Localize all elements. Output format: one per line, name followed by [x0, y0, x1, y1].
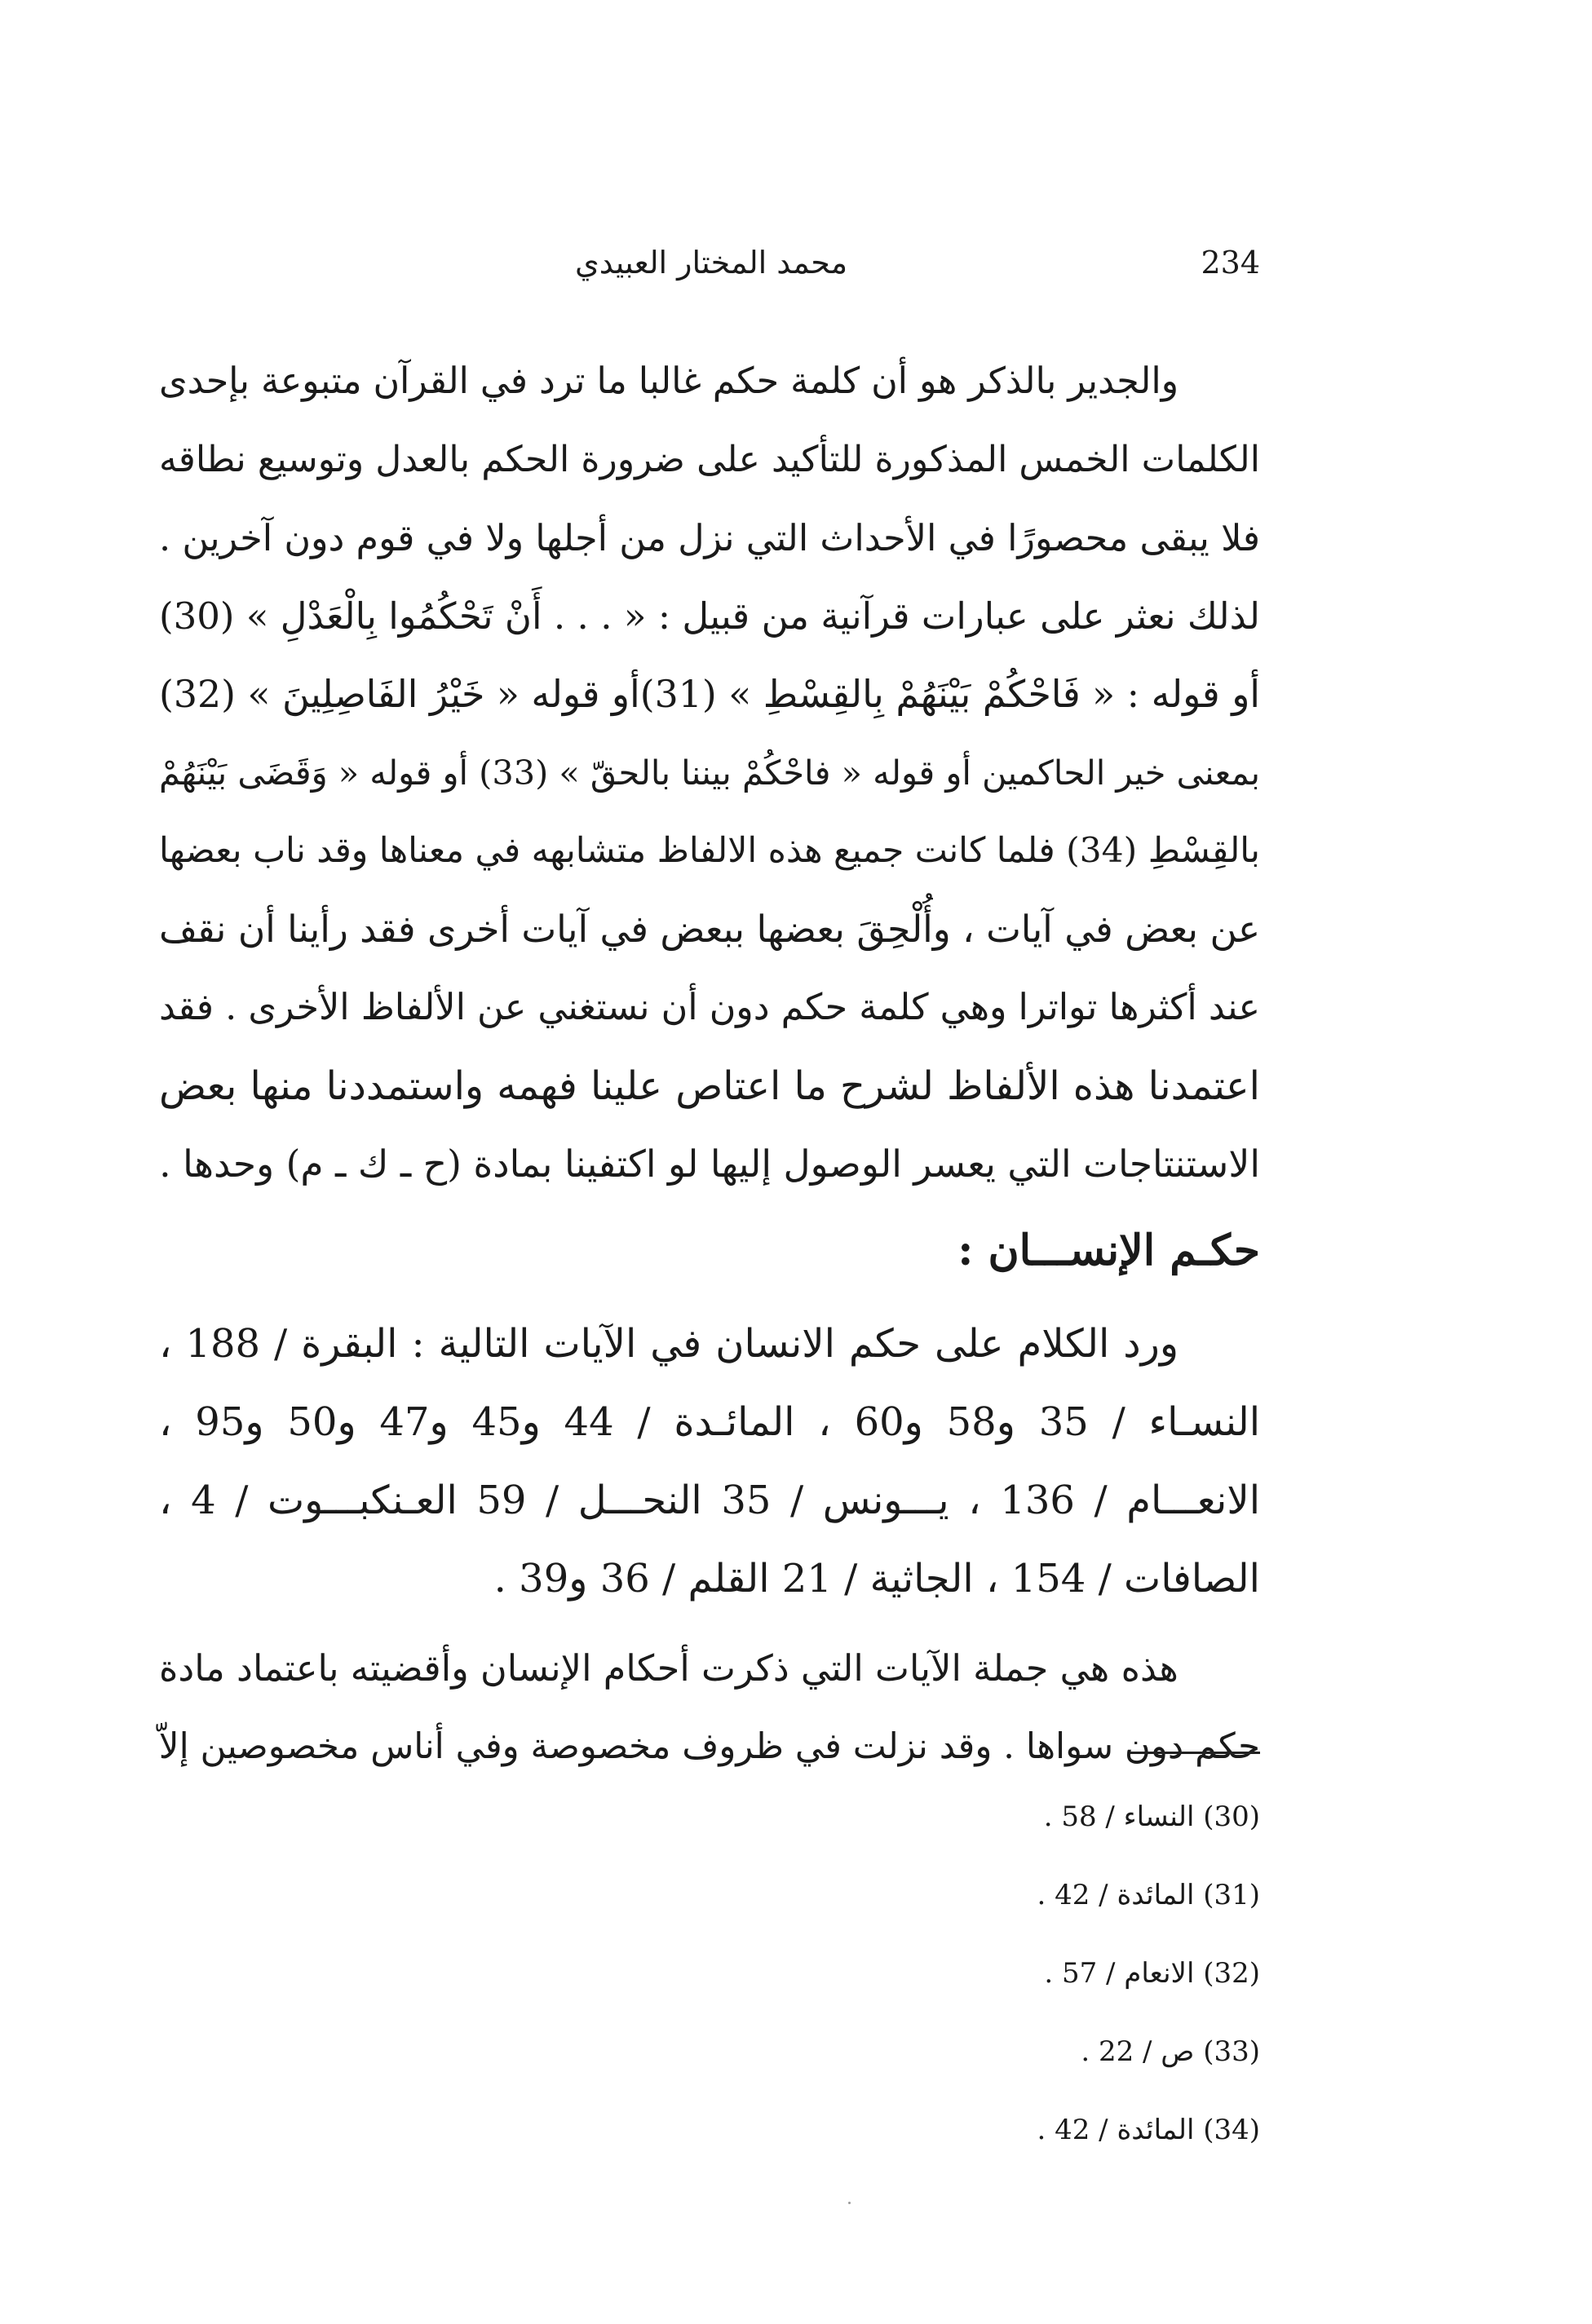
text-line: بمعنى خير الحاكمين أو قوله « فاحْكُمْ بيننا بالحقّ » (33) أو قوله « وَقَضَى بَيْنَهُمْ [159, 753, 1260, 793]
section-heading: حكـم الإنســـان : [957, 1226, 1260, 1275]
footnote-item: (31) المائدة / 42 . [1037, 1879, 1260, 1911]
footnote-separator [1130, 1752, 1260, 1754]
paragraph-gap [159, 1618, 1260, 1629]
text-line: اعتمدنا هذه الألفاظ لشرح ما اعتاص علينا فهمه واستمددنا منها بعض [159, 1063, 1260, 1109]
footnote-item: (30) النساء / 58 . [1043, 1800, 1260, 1833]
text-line: الاستنتاجات التي يعسر الوصول إليها لو اكتفينا بمادة (ح ـ ك ـ م) وحدها . [159, 1142, 1260, 1186]
text-line: النسـاء / 35 و58 و60 ، المائـدة / 44 و45 و47 و50 و95 ، [159, 1399, 1261, 1445]
text-line: أو قوله : « فَاحْكُمْ بَيْنَهُمْ بِالقِسْطِ » (31)أو قوله « خَيْرُ الفَاصِلِينَ » (32) [159, 673, 1260, 716]
text-line: الصافات / 154 ، الجاثية / 21 القلم / 36 و39 . [493, 1556, 1260, 1602]
text-line: بالقِسْطِ (34) فلما كانت جميع هذه الالفاظ متشابهه في معناها وقد ناب بعضها [159, 831, 1260, 871]
footnote-item: (33) ص / 22 . [1081, 2035, 1260, 2068]
text-line: لذلك نعثر على عبارات قرآنية من قبيل : « . . . أَنْ تَحْكُمُوا بِالْعَدْلِ » (30) [159, 594, 1260, 638]
main-text [159, 342, 1260, 1786]
footnotes [816, 1778, 1260, 2169]
text-line: والجدير بالذكر هو أن كلمة حكم غالبا ما ترد في القرآن متبوعة بإحدى [158, 360, 1179, 402]
text-line: فلا يبقى محصورًا في الأحداث التي نزل من أجلها ولا في قوم دون آخرين . [159, 517, 1260, 559]
page-number: 234 [1201, 245, 1260, 281]
running-head: محمد المختار العبيدي [575, 245, 848, 281]
footnote-item: (32) الانعام / 57 . [1044, 1957, 1260, 1990]
text-line: الانعـــام / 136 ، يـــونس / 35 النحـــل / 59 العـنكبـــوت / 4 ، [159, 1478, 1261, 1523]
text-line: عن بعض في آيات ، وأُلْحِقَ بعضها ببعض في آيات أخرى فقد رأينا أن نقف [159, 908, 1260, 951]
paragraph-1 [159, 342, 1260, 1204]
text-line: ورد الكلام على حكم الانسان في الآيات التالية : البقرة / 188 ، [159, 1321, 1179, 1367]
footnote-item: (34) المائدة / 42 . [1037, 2114, 1260, 2146]
text-line: حكم دون سواها . وقد نزلت في ظروف مخصوصة وفي أناس مخصوصين إلاّ [158, 1726, 1260, 1767]
text-line: هذه هي جملة الآيات التي ذكرت أحكام الإنسان وأقضيته باعتماد مادة [159, 1647, 1179, 1690]
page-header [232, 245, 1260, 294]
paragraph-3 [159, 1629, 1260, 1786]
paragraph-2 [159, 1305, 1260, 1618]
text-line: الكلمات الخمس المذكورة للتأكيد على ضرورة الحكم بالعدل وتوسيع نطاقه [159, 439, 1260, 480]
scan-speck [848, 2202, 851, 2204]
text-line: عند أكثرها تواترا وهي كلمة حكم دون أن نستغني عن الألفاظ الأخرى . فقد [159, 987, 1260, 1028]
